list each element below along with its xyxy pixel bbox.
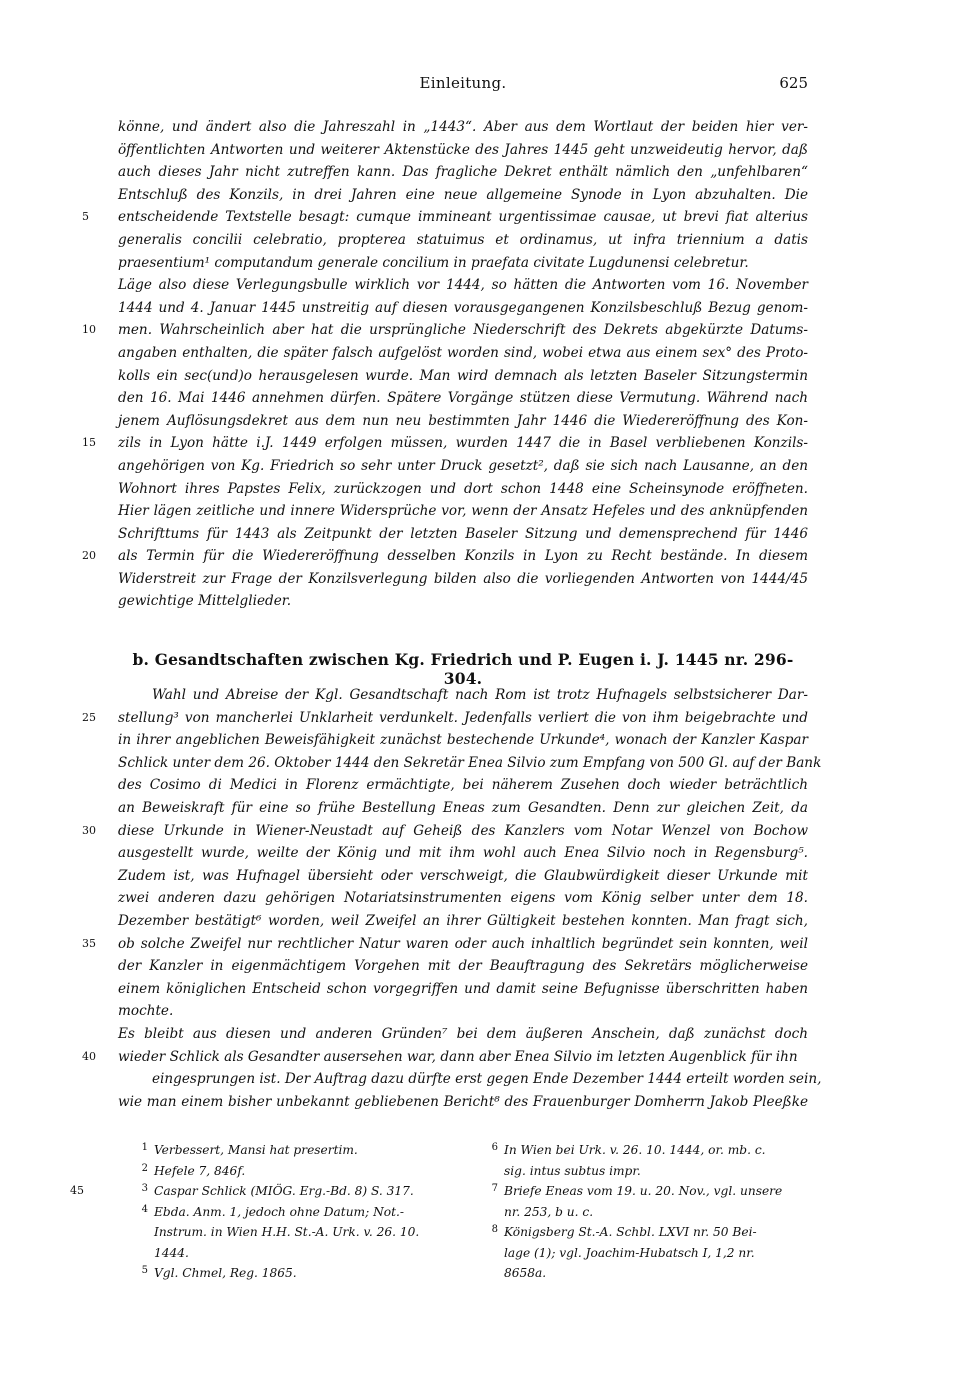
footnote-line [128,1140,458,1161]
line-text: diese Urkunde in Wiener-Neustadt auf Geheiß des Kanzlers vom Notar Wenzel von Bochow [118,822,808,839]
text-line [118,184,808,207]
line-text: angaben enthalten, die später falsch aufgelöst worden sind, wobei etwa aus einem sex° des Proto- [118,344,808,361]
line-text: in ihrer angeblichen Beweisfähigkeit zunächst bestechende Urkunde⁴, wonach der Kanzler Kaspar [118,732,808,749]
line-text: auch dieses Jahr nicht zutreffen kann. Das fragliche Dekret enthält nämlich den „unfehlbaren“ [118,164,808,181]
footnote-line [478,1140,808,1161]
text-line [118,978,808,1001]
footnote-number: 8 [491,1224,498,1235]
line-text: kolls ein sec(und)o herausgelesen wurde. Man wird demnach als letzten Baseler Sitzungstermin [118,367,808,384]
text-line [118,387,808,410]
footnote-text: nr. 253, b u. c. [504,1204,594,1219]
footnote-line [478,1202,808,1223]
footnote-text: Königsberg St.-A. Schbl. LXVI nr. 50 Bei- [504,1225,757,1239]
line-text: men. Wahrscheinlich aber hat die ursprüngliche Niederschrift des Dekrets abgekürzte Datums- [118,322,808,339]
text-line [118,684,808,707]
footnote-text: Hefele 7, 846f. [154,1163,246,1178]
text-block-section-b [82,684,822,1113]
text-line [118,252,808,275]
line-text: einem königlichen Entscheid schon vorgegriffen und damit seine Befugnisse überschritten haben [118,980,808,997]
footnote-line [128,1243,458,1264]
line-number: 45 [70,1184,84,1197]
footnote-text: lage (1); vgl. Joachim-Hubatsch I, 1,2 nr. [504,1245,755,1260]
line-text: wieder Schlick als Gesandter ausersehen war, dann aber Enea Silvio im letzten Augenblick für ihn [118,1048,798,1065]
line-text: praesentium¹ computandum generale concilium in praefata civitate Lugdunensi celebretur. [118,254,749,271]
text-block-intro [82,116,808,613]
footnote-text: 8658a. [504,1266,547,1280]
footnote-text: Instrum. in Wien H.H. St.-A. Urk. v. 26. 10. [154,1225,420,1239]
text-line [118,842,808,865]
footnote-line [478,1263,808,1284]
text-line [118,797,808,820]
line-text: zwei anderen dazu gehörigen Notariatsinstrumenten eigens vom König selber unter dem 18. [118,890,808,907]
line-text: Wohnort ihres Papstes Felix, zurückzogen und dort schon 1448 eine Scheinsynode eröffneten. [118,480,808,497]
text-line [118,568,808,591]
text-line [118,500,808,523]
footnote-text: Caspar Schlick (MIÖG. Erg.-Bd. 8) S. 317. [154,1184,414,1198]
text-line [118,365,808,388]
text-line [118,1068,822,1091]
line-text: gewichtige Mittelglieder. [118,593,292,610]
text-line [118,274,808,297]
section-heading: b. Gesandtschaften zwischen Kg. Friedrich und P. Eugen i. J. 1445 nr. 296-304. [132,650,794,688]
line-number: 30 [82,823,96,837]
line-number: 5 [82,210,89,224]
line-text: angehörigen von Kg. Friedrich so sehr unter Druck gesetzt², daß sie sich nach Lausanne, an den [118,457,808,474]
running-title: Einleitung. [419,74,507,92]
text-line [82,933,808,956]
text-line [118,887,808,910]
text-line [118,161,808,184]
line-text: könne, und ändert also die Jahreszahl in „1443“. Aber aus dem Wortlaut der beiden hier ver- [118,119,808,135]
line-text: der Kanzler in eigenmächtigem Vorgehen mit der Beauftragung des Sekretärs möglicherweise [118,958,808,975]
footnote-number: 2 [141,1162,148,1174]
footnote-number: 4 [141,1203,148,1215]
footnotes-right [478,1140,808,1284]
line-text: Schlick unter dem 26. Oktober 1444 den Sekretär Enea Silvio zum Empfang von 500 Gl. auf der Bank [118,754,822,771]
footnote-text: In Wien bei Urk. v. 26. 10. 1444, or. mb. c. [504,1143,766,1157]
line-text: wie man einem bisher unbekannt gebliebenen Bericht⁸ des Frauenburger Domherrn Jakob Pleeßke [118,1093,808,1110]
line-text: stellung³ von mancherlei Unklarheit verdunkelt. Jedenfalls verliert die von ihm beigebrachte und [118,709,808,726]
line-text: an Beweiskraft für eine so frühe Bestellung Eneas zum Gesandten. Denn zur gleichen Zeit, da [118,799,808,816]
line-text: des Cosimo di Medici in Florenz ermächtigte, bei näherem Zusehen doch wieder beträchtlich [118,777,808,794]
line-text: öffentlichten Antworten und weiterer Aktenstücke des Jahres 1445 geht unzweideutig hervor, daß [118,141,808,158]
footnote-text: Ebda. Anm. 1, jedoch ohne Datum; Not.- [154,1204,404,1219]
text-line [118,729,808,752]
footnotes-left [70,1140,458,1284]
footnote-line [478,1161,808,1182]
footnote-line [128,1263,458,1284]
footnote-line [478,1181,808,1202]
text-line [82,1046,808,1069]
line-text: Wahl und Abreise der Kgl. Gesandtschaft nach Rom ist trotz Hufnagels selbstsicherer Dar- [152,687,808,703]
footnote-line [478,1243,808,1264]
line-number: 20 [82,549,96,563]
line-text: jenem Auflösungsdekret aus dem nun neu bestimmten Jahr 1446 die Wiedereröffnung des Kon- [118,412,808,429]
page-number: 625 [779,74,808,92]
text-line [118,590,808,613]
line-text: Dezember bestätigt⁶ worden, weil Zweifel an ihrer Gültigkeit bestehen konnten. Man fragt sich, [118,912,808,929]
text-line [82,545,808,568]
text-line [118,297,808,320]
text-line [118,752,822,775]
text-line [118,139,808,162]
line-text: Zudem ist, was Hufnagel übersieht oder verschweigt, die Glaubwürdigkeit dieser Urkunde mit [118,867,808,884]
text-line [82,432,808,455]
footnote-number: 1 [141,1142,148,1153]
line-text: den 16. Mai 1446 annehmen dürfen. Spätere Vorgänge stützen diese Vermutung. Während nach [118,390,808,407]
footnote-line [478,1222,808,1243]
line-number: 35 [82,936,96,950]
line-text: 1444 und 4. Januar 1445 unstreitig auf diesen vorausgegangenen Konzilsbeschluß Bezug genom- [118,299,808,316]
line-text: als Termin für die Wiedereröffnung desselben Konzils in Lyon zu Recht bestände. In diesem [118,548,808,565]
footnote-line [128,1161,458,1182]
text-line [118,455,808,478]
footnote-text: Verbessert, Mansi hat presertim. [154,1143,358,1157]
line-text: eingesprungen ist. Der Auftrag dazu dürfte erst gegen Ende Dezember 1444 erteilt worden sein, [152,1071,822,1088]
line-text: ob solche Zweifel nur rechtlicher Natur waren oder auch inhaltlich begründet sein konnten, weil [118,935,808,952]
footnote-text: Vgl. Chmel, Reg. 1865. [154,1266,297,1280]
line-text: entscheidende Textstelle besagt: cumque immineant urgentissimae causae, ut brevi fiat alterius [118,209,808,226]
footnote-number: 5 [141,1265,148,1276]
footnote-text: 1444. [154,1245,189,1260]
line-text: Läge also diese Verlegungsbulle wirklich vor 1444, so hätten die Antworten vom 16. November [118,277,808,294]
line-text: generalis concilii celebratio, propterea statuimus et ordinamus, ut infra triennium a datis [118,231,808,248]
line-text: Es bleibt aus diesen und anderen Gründen⁷ bei dem äußeren Anschein, daß zunächst doch [118,1025,808,1042]
text-line [118,523,808,546]
footnote-text: Briefe Eneas vom 19. u. 20. Nov., vgl. unsere [504,1184,783,1198]
line-text: Hier lägen zeitliche und innere Widersprüche vor, wenn der Ansatz Hefeles und des anknüpfenden [118,503,808,520]
text-line [118,410,808,433]
text-line [118,229,808,252]
text-line [82,319,808,342]
line-number: 10 [82,323,96,337]
text-line [118,1091,808,1114]
text-line [118,478,808,501]
text-line [118,910,808,933]
footnote-line [70,1181,458,1202]
text-line [118,116,808,139]
footnote-line [128,1202,458,1223]
line-text: zils in Lyon hätte i.J. 1449 erfolgen müssen, wurden 1447 die in Basel verbliebenen Konzils- [118,435,808,452]
line-text: Schrifttums für 1443 als Zeitpunkt der letzten Baseler Sitzung und demensprechend für 1446 [118,525,808,542]
text-line [82,820,808,843]
line-text: Widerstreit zur Frage der Konzilsverlegung bilden also die vorliegenden Antworten von 1444/45 [118,570,808,587]
line-number: 25 [82,710,96,724]
text-line [118,1000,808,1023]
footnote-number: 6 [491,1142,498,1153]
footnote-text: sig. intus subtus impr. [504,1163,641,1178]
text-line [82,707,808,730]
text-line [118,865,808,888]
footnote-number: 3 [141,1183,148,1194]
footnote-number: 7 [491,1183,498,1194]
line-number: 40 [82,1049,96,1063]
text-line [118,342,808,365]
line-text: ausgestellt wurde, weilte der König und mit ihm wohl auch Enea Silvio noch in Regensburg⁵. [118,845,808,862]
text-line [82,206,808,229]
footnote-line [128,1222,458,1243]
line-number: 15 [82,436,96,450]
line-text: mochte. [118,1003,174,1020]
page-header [118,74,808,98]
line-text: Entschluß des Konzils, in drei Jahren eine neue allgemeine Synode in Lyon abzuhalten. Die [118,186,808,203]
text-line [118,955,808,978]
text-line [118,774,808,797]
text-line [118,1023,808,1046]
